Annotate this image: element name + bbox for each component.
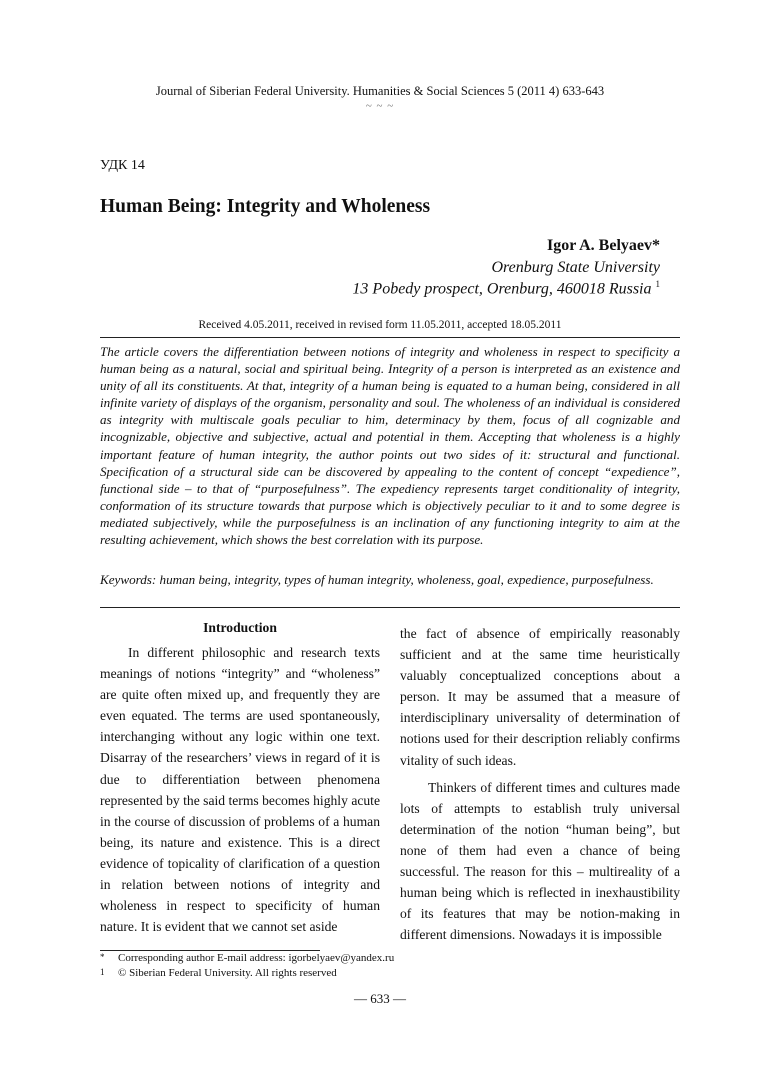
udk-code: УДК 14 bbox=[100, 158, 145, 173]
body-paragraph: Thinkers of different times and cultures made lots of attempts to establish truly universal determination of the notion “human being”, but none of them had even a chance of being successful. The reason for this – multireality of a human being which is reflected in inexhaustibility of its features that may be notion-making in different dimensions. Nowadays it is impossible bbox=[400, 779, 680, 943]
article-title: Human Being: Integrity and Wholeness bbox=[100, 196, 431, 217]
address-footnote-mark: 1 bbox=[655, 279, 660, 289]
header-ornament: ~ ~ ~ bbox=[365, 100, 395, 112]
footnote-copyright bbox=[100, 967, 337, 979]
keywords: Keywords: human being, integrity, types of human integrity, wholeness, goal, expedience, purposefulness. bbox=[100, 572, 654, 587]
submission-dates: Received 4.05.2011, received in revised form 11.05.2011, accepted 18.05.2011 bbox=[198, 319, 562, 331]
footnote-text: Corresponding author E-mail address: igorbelyaev@yandex.ru bbox=[118, 952, 395, 964]
footnote-mark: 1 bbox=[100, 967, 105, 977]
left-column bbox=[100, 642, 380, 937]
abstract-top-rule bbox=[100, 337, 680, 338]
author-address-text: 13 Pobedy prospect, Orenburg, 460018 Russia bbox=[352, 280, 652, 298]
body-paragraph: In different philosophic and research texts meanings of notions “integrity” and “wholeness” are quite often mixed up, and frequently they are even equated. The terms are used spontaneously, interchanging without any logic within one text. Disarray of the researchers’ views in regard of it is due to differentiation between phenomena represented by the said terms becomes highly acute in the course of discussion of problems of a human being, its nature and existence. This is a direct evidence of topicality of clarification of a question in relation between notions of integrity and wholeness in respect to specificity of human nature. It is evident that we cannot set aside bbox=[100, 645, 380, 935]
page-number: — 633 — bbox=[354, 991, 406, 1006]
footnote-text: © Siberian Federal University. All rights reserved bbox=[118, 967, 337, 979]
author-address bbox=[352, 279, 660, 298]
right-column bbox=[400, 623, 680, 945]
author-name: Igor A. Belyaev* bbox=[546, 237, 660, 254]
section-heading-introduction: Introduction bbox=[203, 620, 277, 635]
body-paragraph: the fact of absence of empirically reasonably sufficient and at the same time heuristically valuably conceptualized conceptions about a person. It may be assumed that a measure of interdisciplinary universality of determination of notions used for their description reliably confirms vitality of such ideas. bbox=[400, 626, 680, 768]
footnote-mark: * bbox=[100, 952, 105, 962]
abstract: The article covers the differentiation between notions of integrity and wholeness in respect to specificity a human being as a natural, social and spiritual being. Integrity of a person is interpreted as an existence and unity of all its constituents. At that, integrity of a human being is equated to a human being, considered in all infinite variety of displays of the organism, personality and soul. The wholeness of an individual is considered as integrity with multiscale goals peculiar to him, determinacy by them, focus of all cognizable and incognizable, objective and subjective, actual and potential in them. Accepting that wholeness is a highly important feature of human integrity, the author points out two sides of it: structural and functional. Specification of a structural side can be discovered by appealing to the content of concept “expedience”, functional side – to that of “purposefulness”. The expediency represents target conditionality of integrity, conformation of its structure towards that purpose which is objectively peculiar to it and to some degree is mediated subjectively, while the purposefulness is an inclination of any functioning integrity to aim at the resulting achievement, which shows the best correlation with its purpose. bbox=[100, 344, 680, 548]
footnote-rule bbox=[100, 950, 320, 951]
abstract-bottom-rule bbox=[100, 607, 680, 608]
footnote-corresponding-author bbox=[100, 952, 394, 964]
author-institution: Orenburg State University bbox=[491, 259, 660, 276]
journal-header: Journal of Siberian Federal University. Humanities & Social Sciences 5 (2011 4) 633-643 bbox=[155, 84, 605, 98]
